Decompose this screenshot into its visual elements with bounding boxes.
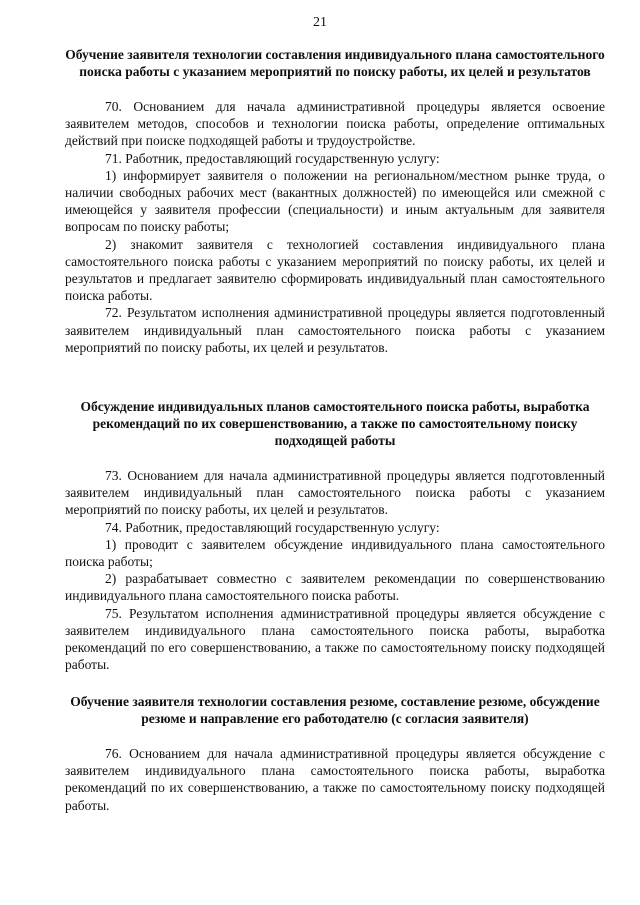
section-heading: Обучение заявителя технологии составления резюме, составление резюме, обсуждение резюме и направление его работодателю (с согласия заявителя) — [70, 694, 600, 726]
paragraph: 76. Основанием для начала административной процедуры является обсуждение с заявителем индивидуального плана самостоятельного поиска работы, выработка рекомендаций по их совершенствованию, а также по самостоятельному поиску подходящей работы. — [65, 746, 605, 813]
paragraph: 74. Работник, предоставляющий государственную услугу: — [105, 519, 440, 535]
page-number: 21 — [313, 15, 327, 30]
paragraph: 1) проводит с заявителем обсуждение индивидуального плана самостоятельного поиска работы; — [65, 536, 605, 570]
paragraph: 71. Работник, предоставляющий государственную услугу: — [105, 150, 440, 166]
section-heading: Обучение заявителя технологии составления индивидуального плана самостоятельного поиска работы с указанием мероприятий по поиску работы, их целей и результатов — [65, 47, 605, 79]
section-2 — [65, 398, 605, 673]
paragraph: 70. Основанием для начала административной процедуры является освоение заявителем методов, способов и технологии поиска работы, определение оптимальных действий при поиске подходящей работы и трудоустройстве. — [65, 99, 605, 149]
paragraph: 73. Основанием для начала административной процедуры является подготовленный заявителем индивидуальный план самостоятельного поиска работы с указанием мероприятий по поиску работы, их целей и результатов. — [65, 468, 605, 518]
section-heading: Обсуждение индивидуальных планов самостоятельного поиска работы, выработка рекомендаций по их совершенствованию, а также по самостоятельному поиску подходящей работы — [80, 399, 590, 448]
paragraph: 2) разрабатывает совместно с заявителем рекомендации по совершенствованию индивидуального плана самостоятельного поиска работы. — [65, 571, 605, 604]
paragraph: 75. Результатом исполнения административной процедуры является обсуждение с заявителем индивидуального плана самостоятельного поиска работы, выработка рекомендаций по его совершенствованию, а также по самостоятельному поиску подходящей работы. — [65, 605, 605, 673]
section-3 — [65, 693, 605, 814]
paragraph: 72. Результатом исполнения административной процедуры является подготовленный заявителем индивидуальный план самостоятельного поиска работы с указанием мероприятий по поиску работы, их целей и результатов. — [65, 305, 605, 355]
section-1 — [65, 46, 605, 356]
paragraph: 2) знакомит заявителя с технологией составления индивидуального плана самостоятельного поиска работы с указанием мероприятий по поиску работы, их целей и результатов и предлагает заявителю сформировать индивидуальный план самостоятельного поиска работы. — [65, 236, 605, 304]
paragraph: 1) информирует заявителя о положении на региональном/местном рынке труда, о наличии свободных рабочих мест (вакантных должностей) по имеющейся или смежной с имеющейся у заявителя профессии (специальности) и иным актуальным для заявителя вопросам по поиску работы; — [65, 167, 605, 235]
